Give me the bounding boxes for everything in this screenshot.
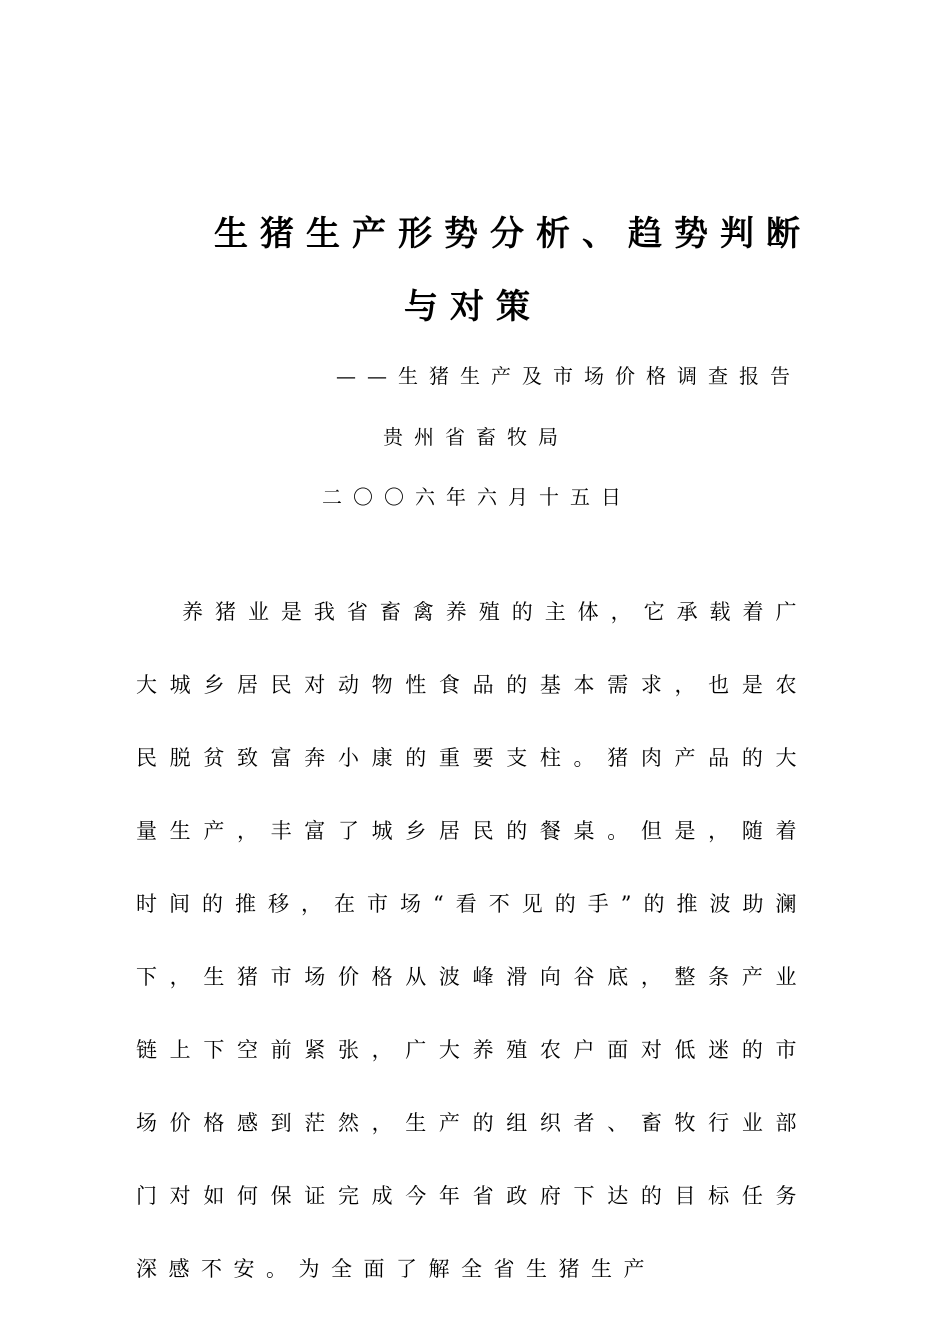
document-date: 二〇〇六年六月十五日 — [322, 485, 632, 509]
document-subtitle: ——生猪生产及市场价格调查报告 — [336, 364, 801, 388]
body-paragraph: 养猪业是我省畜禽养殖的主体，它承载着广大城乡居民对动物性食品的基本需求，也是农民脱贫致富奔小康的重要支柱。猪肉产品的大量生产，丰富了城乡居民的餐桌。但是，随着时间的推移，在市场“看不见的手”的推波助澜下，生猪市场价格从波峰滑向谷底，整条产业链上下空前紧张，广大养殖农户面对低迷的市场价格感到茫然，生产的组织者、畜牧行业部门对如何保证完成今年省政府下达的目标任务深感不安。为全面了解全省生猪生产 — [136, 600, 808, 1281]
document-title-line-1: 生猪生产形势分析、趋势判断 — [214, 214, 812, 254]
document-title-line-2: 与对策 — [404, 287, 542, 327]
document-author: 贵州省畜牧局 — [383, 425, 569, 449]
